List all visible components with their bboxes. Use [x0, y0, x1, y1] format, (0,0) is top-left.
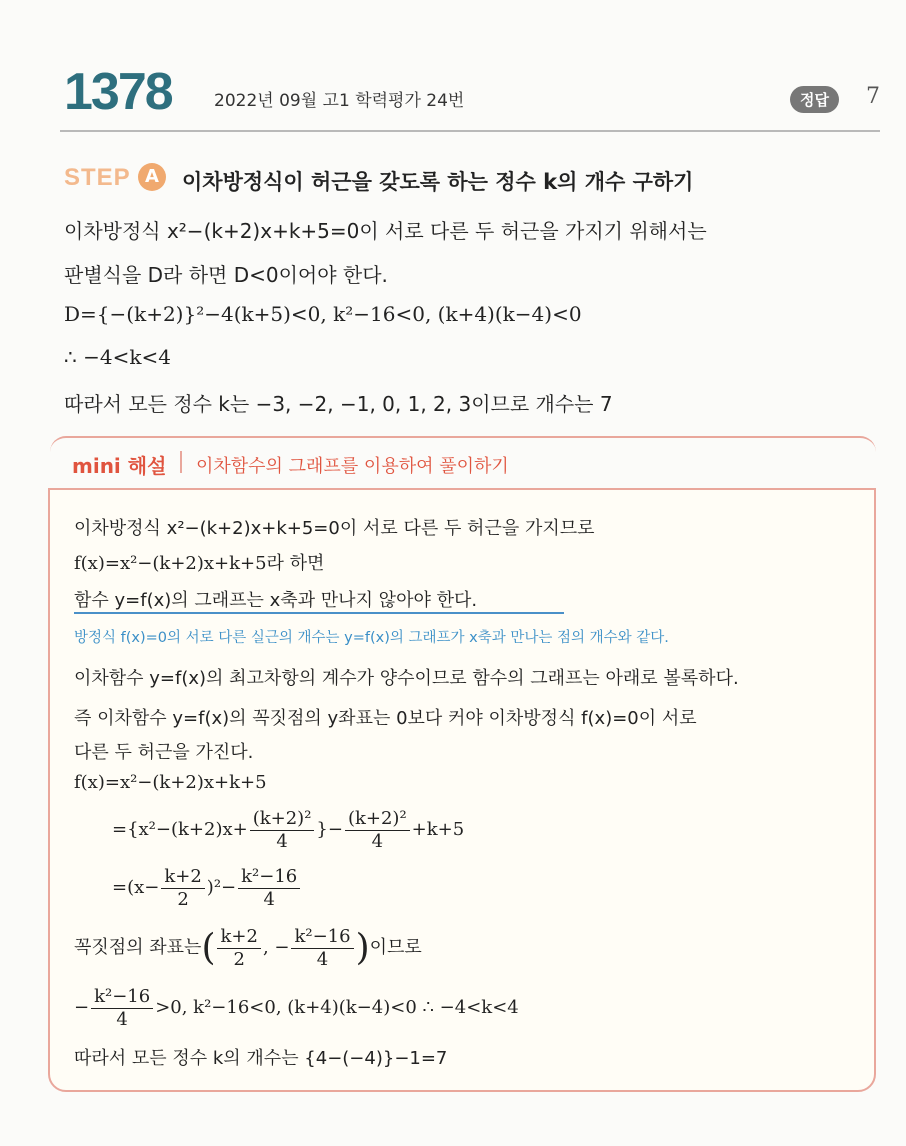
- inequality-line: [74, 986, 519, 1030]
- vertex-fraction-2: [291, 926, 353, 970]
- vertex-paren-open: (: [201, 927, 216, 969]
- ineq-minus: −: [74, 997, 90, 1019]
- ineq-numerator: k²−16: [91, 986, 153, 1009]
- eq2-denominator-2: 4: [263, 888, 275, 910]
- mini-line-4: 이차함수 y=f(x)의 최고차항의 계수가 양수이므로 함수의 그래프는 아래로 볼록하다.: [74, 668, 739, 689]
- eq2-numerator-1: k+2: [161, 866, 204, 889]
- mini-line-2: f(x)=x²−(k+2)x+k+5라 하면: [74, 553, 325, 574]
- step-title: 이차방정식이 허근을 갖도록 하는 정수 k의 개수 구하기: [182, 170, 694, 194]
- eq2-fraction-1: [161, 866, 204, 910]
- eq1-denominator-2: 4: [371, 830, 384, 852]
- mini-separator: [180, 451, 182, 473]
- solution-line-1: 이차방정식 x²−(k+2)x+k+5=0이 서로 다른 두 허근을 가지기 위해서는: [64, 219, 707, 243]
- eq1-part-c: +k+5: [411, 819, 465, 841]
- vertex-line: [74, 926, 422, 970]
- eq1-fraction-1: [250, 808, 315, 852]
- vertex-text-a: 꼭짓점의 좌표는: [74, 937, 202, 959]
- eq2-part-a: =(x−: [112, 877, 160, 899]
- mini-line-1: 이차방정식 x²−(k+2)x+k+5=0이 서로 다른 두 허근을 가지므로: [74, 518, 595, 539]
- vertex-fraction-1: [217, 926, 260, 970]
- vertex-paren-close: ): [355, 927, 370, 969]
- mini-last-line: 따라서 모든 정수 k의 개수는 {4−(−4)}−1=7: [74, 1048, 448, 1069]
- solution-line-4: ∴ −4<k<4: [64, 345, 171, 369]
- answer-badge: 정답: [790, 86, 839, 113]
- mini-underline: [74, 612, 564, 614]
- problem-number: 1378: [64, 63, 172, 121]
- ineq-rest: >0, k²−16<0, (k+4)(k−4)<0 ∴ −4<k<4: [155, 997, 519, 1019]
- vertex-numerator-2: k²−16: [291, 926, 353, 949]
- eq1-numerator-1: (k+2)²: [250, 808, 315, 831]
- eq2-part-b: )²−: [206, 877, 237, 899]
- vertex-denominator-2: 4: [316, 948, 329, 970]
- mini-note: 방정식 f(x)=0의 서로 다른 실근의 개수는 y=f(x)의 그래프가 x축과 만나는 점의 개수와 같다.: [74, 630, 669, 646]
- mini-line-3: 함수 y=f(x)의 그래프는 x축과 만나지 않아야 한다.: [74, 590, 478, 611]
- solution-line-2: 판별식을 D라 하면 D<0이어야 한다.: [64, 263, 388, 287]
- eq1-numerator-2: (k+2)²: [345, 808, 410, 831]
- equation-step-1: [112, 808, 464, 852]
- vertex-numerator-1: k+2: [217, 926, 260, 949]
- vertex-denominator-1: 2: [233, 948, 245, 970]
- solution-line-5: 따라서 모든 정수 k는 −3, −2, −1, 0, 1, 2, 3이므로 개수는 7: [64, 392, 613, 416]
- eq1-denominator-1: 4: [276, 830, 288, 852]
- mini-title: 이차함수의 그래프를 이용하여 풀이하기: [196, 456, 509, 477]
- step-label: STEP: [64, 164, 131, 191]
- eq1-fraction-2: [345, 808, 410, 852]
- mini-line-5: 즉 이차함수 y=f(x)의 꼭짓점의 y좌표는 0보다 커야 이차방정식 f(x)=0이 서로: [74, 708, 697, 729]
- step-badge: A: [138, 163, 166, 191]
- vertex-text-b: 이므로: [369, 937, 422, 959]
- mini-label: mini 해설: [72, 454, 167, 478]
- problem-source: 2022년 09월 고1 학력평가 24번: [214, 91, 465, 111]
- ineq-denominator: 4: [116, 1008, 128, 1030]
- solution-line-3: D={−(k+2)}²−4(k+5)<0, k²−16<0, (k+4)(k−4)<0: [64, 302, 582, 326]
- header-divider: [60, 130, 880, 132]
- eq2-fraction-2: [238, 866, 300, 910]
- eq1-part-a: ={x²−(k+2)x+: [112, 819, 248, 841]
- vertex-mid: , −: [262, 937, 290, 959]
- equation-step-2: [112, 866, 302, 910]
- mini-line-6: 다른 두 허근을 가진다.: [74, 742, 254, 763]
- mini-line-7: f(x)=x²−(k+2)x+k+5: [74, 772, 267, 793]
- eq2-denominator-1: 2: [177, 888, 189, 910]
- ineq-fraction: [91, 986, 153, 1030]
- eq2-numerator-2: k²−16: [238, 866, 300, 889]
- answer-value: 7: [866, 84, 880, 109]
- eq1-part-b: }−: [316, 819, 343, 841]
